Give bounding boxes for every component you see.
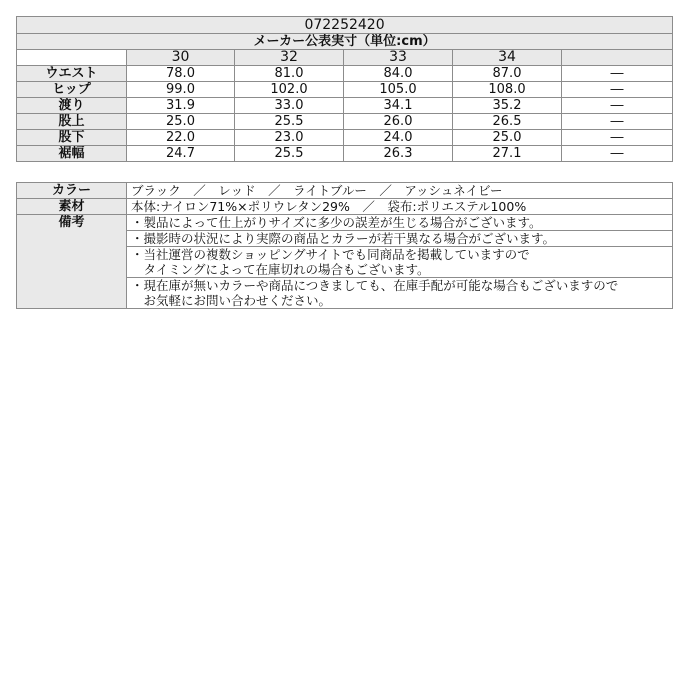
table-cell: 84.0 (344, 66, 453, 82)
note-item (127, 247, 673, 278)
table-cell: 34.1 (344, 98, 453, 114)
size-header: 33 (344, 50, 453, 66)
table-cell: 31.9 (127, 98, 235, 114)
table-cell: 24.7 (127, 146, 235, 162)
table-cell: 25.0 (127, 114, 235, 130)
size-header: 32 (235, 50, 344, 66)
table-cell: ― (562, 82, 673, 98)
table-row (17, 146, 673, 162)
table-cell: 25.0 (453, 130, 562, 146)
size-header-row (17, 50, 673, 66)
note-row (17, 215, 673, 231)
row-label-thigh: 渡り (17, 98, 127, 114)
note-line: ・現在庫が無いカラーや商品につきましても、在庫手配が可能な場合もございますので (131, 278, 619, 293)
table-cell: 33.0 (235, 98, 344, 114)
table-cell: ― (562, 146, 673, 162)
size-table (16, 16, 673, 162)
table-cell: 23.0 (235, 130, 344, 146)
table-row (17, 98, 673, 114)
measurement-subtitle: メーカー公表実寸（単位:cm） (17, 34, 673, 50)
table-cell: 105.0 (344, 82, 453, 98)
material-row (17, 199, 673, 215)
table-cell: 35.2 (453, 98, 562, 114)
table-row (17, 130, 673, 146)
product-code-row (17, 17, 673, 34)
table-cell: 87.0 (453, 66, 562, 82)
table-cell: ― (562, 66, 673, 82)
product-code: 072252420 (17, 17, 673, 34)
table-cell: 26.5 (453, 114, 562, 130)
table-cell: 81.0 (235, 66, 344, 82)
notes-label: 備考 (17, 215, 127, 309)
note-item (127, 278, 673, 309)
size-header: 34 (453, 50, 562, 66)
row-label-hem-width: 裾幅 (17, 146, 127, 162)
material-label: 素材 (17, 199, 127, 215)
note-line: ・製品によって仕上がりサイズに多少の誤差が生じる場合がございます。 (131, 215, 542, 230)
table-cell: 78.0 (127, 66, 235, 82)
table-cell: 27.1 (453, 146, 562, 162)
row-label-rise: 股上 (17, 114, 127, 130)
subtitle-row (17, 34, 673, 50)
table-cell: 26.3 (344, 146, 453, 162)
header-corner (17, 50, 127, 66)
note-line: タイミングによって在庫切れの場合もございます。 (131, 262, 430, 277)
row-label-waist: ウエスト (17, 66, 127, 82)
row-label-hip: ヒップ (17, 82, 127, 98)
table-cell: 24.0 (344, 130, 453, 146)
color-row (17, 183, 673, 199)
table-cell: ― (562, 130, 673, 146)
table-cell: 99.0 (127, 82, 235, 98)
table-cell: 25.5 (235, 146, 344, 162)
note-item (127, 215, 673, 231)
size-header (562, 50, 673, 66)
color-value: ブラック ／ レッド ／ ライトブルー ／ アッシュネイビー (127, 183, 673, 199)
table-row (17, 66, 673, 82)
row-label-inseam: 股下 (17, 130, 127, 146)
table-cell: 26.0 (344, 114, 453, 130)
color-label: カラー (17, 183, 127, 199)
table-cell: 22.0 (127, 130, 235, 146)
note-line: ・当社運営の複数ショッピングサイトでも同商品を掲載していますので (131, 247, 530, 262)
table-row (17, 114, 673, 130)
note-item (127, 231, 673, 247)
table-cell: 25.5 (235, 114, 344, 130)
table-cell: 108.0 (453, 82, 562, 98)
table-row (17, 82, 673, 98)
material-value: 本体:ナイロン71%×ポリウレタン29% ／ 袋布:ポリエステル100% (127, 199, 673, 215)
table-cell: ― (562, 98, 673, 114)
table-cell: ― (562, 114, 673, 130)
table-cell: 102.0 (235, 82, 344, 98)
product-info-table (16, 182, 673, 309)
note-line: お気軽にお問い合わせください。 (131, 293, 332, 308)
size-header: 30 (127, 50, 235, 66)
note-line: ・撮影時の状況により実際の商品とカラーが若干異なる場合がございます。 (131, 231, 556, 246)
